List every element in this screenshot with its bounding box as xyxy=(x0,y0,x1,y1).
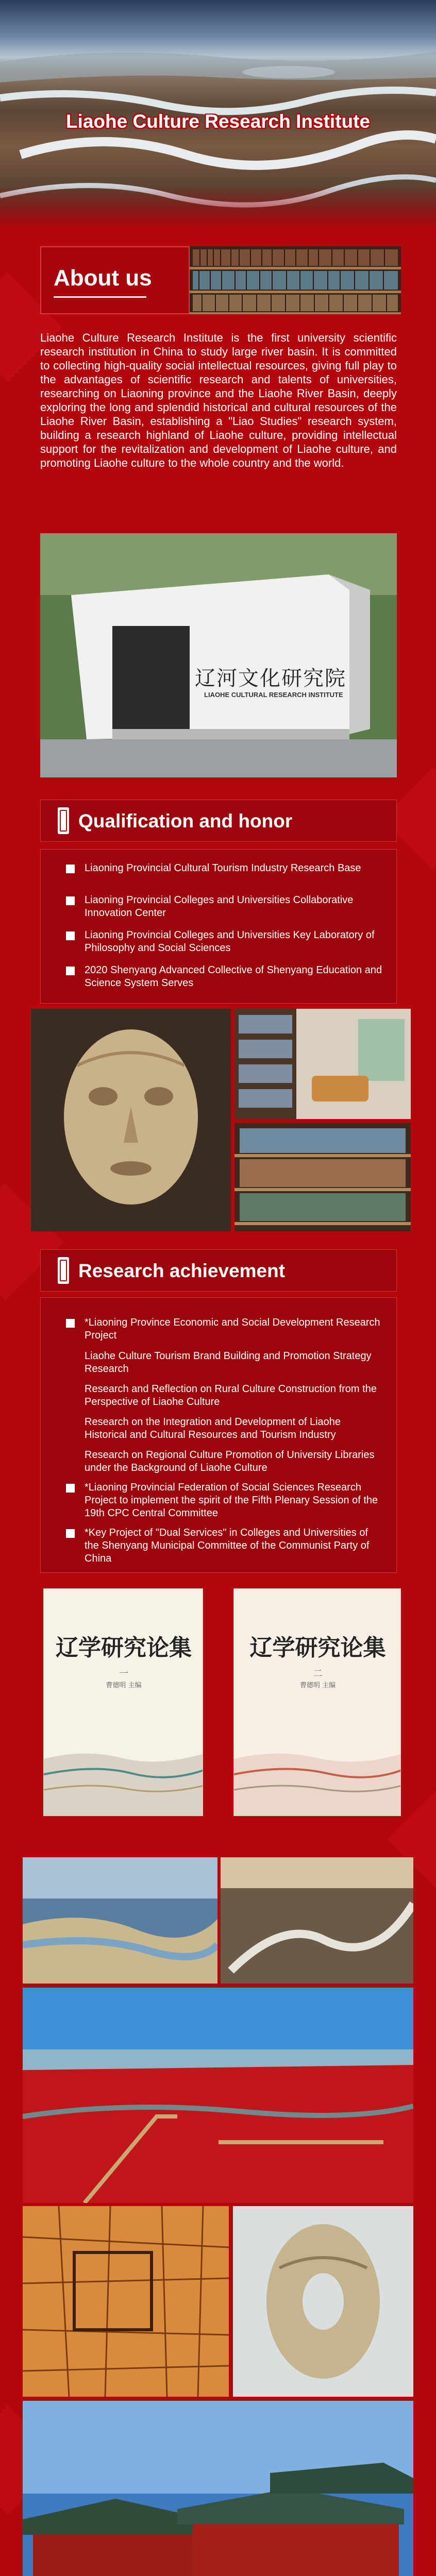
palace-architecture-photo xyxy=(23,2401,413,2576)
book-title: 辽学研究论集 xyxy=(249,1635,386,1661)
list-bullet xyxy=(66,1484,75,1493)
hero-title-wrap xyxy=(0,111,436,132)
river-bend-photo xyxy=(221,1857,413,1984)
hero-fade xyxy=(0,185,436,229)
qualification-item: Liaoning Provincial Colleges and Universities Key Laboratory of Philosophy and Social Sciences xyxy=(85,929,375,954)
book-volume: 二 xyxy=(313,1668,323,1679)
book-title: 辽学研究论集 xyxy=(56,1635,192,1661)
bookshelf-photo xyxy=(190,246,401,314)
scroll-icon xyxy=(58,1257,69,1284)
mask-artifact-photo xyxy=(31,1009,231,1231)
research-title: Research achievement xyxy=(78,1260,286,1281)
book-editor: 曹德明 主编 xyxy=(106,1682,142,1689)
institute-building-photo xyxy=(40,533,397,777)
book-editor: 曹德明 主编 xyxy=(299,1682,336,1689)
book-cover xyxy=(233,1588,401,1816)
list-bullet xyxy=(66,1529,75,1538)
qualification-title: Qualification and honor xyxy=(78,810,293,832)
about-title: About us xyxy=(54,265,152,291)
list-bullet xyxy=(66,896,75,905)
qualification-item: Liaoning Provincial Colleges and Universities Collaborative Innovation Center xyxy=(85,894,354,919)
list-bullet xyxy=(66,931,75,940)
research-item: *Liaoning Provincial Federation of Social Sciences Research Project to implement the spirit of the Fifth Plenary Session of the 19th CPC Central Committee xyxy=(85,1482,378,1519)
about-description: Liaohe Culture Research Institute is the first university scientific research institution in China to study large river basin. It is committed to collecting high-quality social intellectual resources, giving full play to the advantages of scientific research and talents of universities, researching on Liaoning province and the Liaohe River Basin, deeply exploring the long and splendid historical and cultural resources of the Liaohe River Basin, establishing a "Liao Studies" research system, building a research highland of Liaohe culture, providing intellectual support for the revitalization and development of Liaohe culture, and promoting Liaohe culture to the whole country and the world. xyxy=(40,331,397,469)
qualification-item: 2020 Shenyang Advanced Collective of Shenyang Education and Science System Serves xyxy=(85,964,382,989)
book-volume: 一 xyxy=(119,1668,128,1679)
list-bullet xyxy=(66,1319,75,1328)
building-sign: 辽河文化研究院 xyxy=(195,667,346,690)
reading-room-photo xyxy=(234,1009,411,1119)
river-aerial-photo xyxy=(23,1857,217,1984)
building-sign-english: LIAOHE CULTURAL RESEARCH INSTITUTE xyxy=(204,691,343,699)
qualification-item: Liaoning Provincial Cultural Tourism Industry Research Base xyxy=(85,862,361,874)
research-item: Research on the Integration and Development of Liaohe Historical and Cultural Resources and Tourism Industry xyxy=(85,1416,341,1440)
scroll-icon xyxy=(58,807,69,834)
jade-artifact-photo xyxy=(233,2206,413,2397)
ancient-map-photo xyxy=(23,2206,229,2397)
book-cover xyxy=(43,1588,203,1816)
book-cover-art xyxy=(44,1728,203,1816)
book-cover-art xyxy=(234,1728,401,1816)
library-shelves-photo xyxy=(234,1123,411,1231)
red-beach-photo xyxy=(23,1988,413,2203)
research-item: Research and Reflection on Rural Culture Construction from the Perspective of Liaohe Culture xyxy=(85,1383,377,1408)
list-bullet xyxy=(66,967,75,975)
about-underline xyxy=(54,296,146,298)
hero-title: Liaohe Culture Research Institute xyxy=(65,111,371,132)
research-item: Liaohe Culture Tourism Brand Building and Promotion Strategy Research xyxy=(85,1350,372,1375)
research-item: Research on Regional Culture Promotion of University Libraries under the Background of Liaohe Culture xyxy=(85,1449,375,1473)
research-item: *Liaoning Province Economic and Social Development Research Project xyxy=(85,1317,380,1341)
hero-banner xyxy=(0,0,436,229)
research-item: *Key Project of "Dual Services" in Colleges and Universities of the Shenyang Municipal Committee of the Communist Party of China xyxy=(85,1527,370,1564)
list-bullet xyxy=(66,865,75,873)
